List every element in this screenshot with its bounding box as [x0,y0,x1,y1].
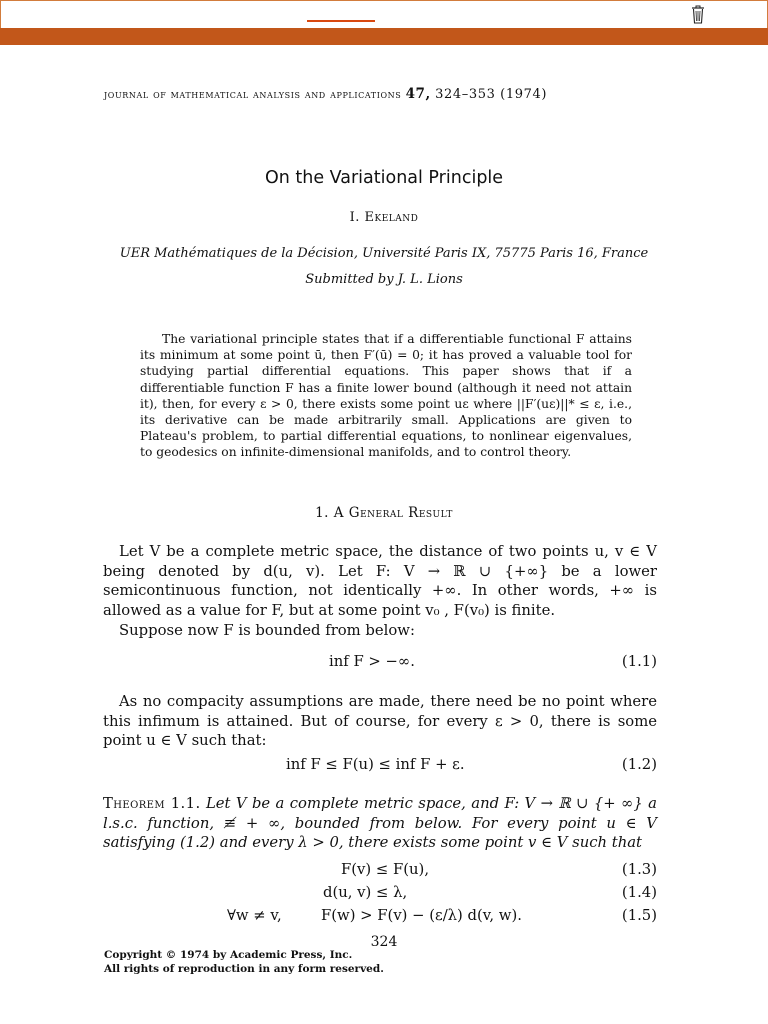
equation-prefix: ∀w ≠ v, [227,907,282,924]
equation-expression: inf F > −∞. [329,653,415,670]
journal-volume: 47, [405,86,431,102]
equation-expression: F(v) ≤ F(u), [341,861,430,878]
paper-author: I. Ekeland [349,210,419,225]
equation-1-1 [103,653,657,673]
abstract: The variational principle states that if a differentiable functional F attains its minimum at some point ū, then F′(ū) = 0; it has proved a valuable tool for studying partial differential equations. This paper shows that if a differentiable function F has a finite lower bound (although it need not attain it), then, for every ε > 0, there exists some point uε where ||F′(uε)||* ≤ ε, i.e., its derivative can be made arbitrarily small. Applications are given to Plateau's problem, to partial differential equations, to nonlinear eigenvalues, to geodesics on infinite-dimensional manifolds, and to control theory. [140,332,632,460]
equation-number: (1.4) [621,884,657,901]
paragraph-2: Suppose now F is bounded from below: [119,622,415,639]
active-tab-indicator[interactable] [307,20,375,22]
equation-expression: inf F ≤ F(u) ≤ inf F + ε. [286,756,465,773]
equation-number: (1.5) [621,907,657,924]
submitted-by: Submitted by J. L. Lions [305,272,463,287]
copyright-line-1: Copyright © 1974 by Academic Press, Inc. [104,949,353,961]
trash-bin-icon[interactable] [691,5,705,25]
paragraph-3: As no compacity assumptions are made, there need be no point where this infimum is attained. But of course, for every ε > 0, there is some point u ∈ V such that: [103,693,657,750]
toolbar-band [0,28,768,45]
paragraph-1: Let V be a complete metric space, the distance of two points u, v ∈ V being denoted by d(u, v). Let F: V → ℝ ∪ {+∞} be a lower semicontinuous function, not identically +∞. In other words, +∞ is allowed as a value for F, but at some point v₀ , F(v₀) is finite. [103,543,657,620]
journal-header [104,86,547,102]
theorem-label: Theorem 1.1. [103,795,201,812]
theorem-1-1 [103,794,657,853]
copyright-notice [104,948,384,976]
viewer-toolbar [0,0,768,29]
equation-1-5 [103,907,657,927]
equation-number: (1.2) [621,756,657,773]
equation-number: (1.1) [621,653,657,670]
equation-expression: F(w) > F(v) − (ε/λ) d(v, w). [321,907,522,924]
section-heading: 1. A General Result [315,505,453,521]
equation-expression: d(u, v) ≤ λ, [323,884,408,901]
equation-number: (1.3) [621,861,657,878]
paper-title: On the Variational Principle [264,168,504,188]
equation-1-2 [103,756,657,776]
equation-1-4 [103,884,657,904]
page-number: 324 [370,934,398,950]
theorem-body: Let V be a complete metric space, and F: V → ℝ ∪ {+ ∞} a l.s.c. function, ≢ + ∞, bounded from below. For every point u ∈ V satisfying (1.2) and every λ > 0, there exists some point v ∈ V such that [103,795,657,852]
equation-1-3 [103,861,657,881]
author-affiliation: UER Mathématiques de la Décision, Université Paris IX, 75775 Paris 16, France [119,246,649,261]
journal-name: journal of mathematical analysis and applications [104,87,402,101]
journal-pages: 324–353 (1974) [435,87,548,102]
copyright-line-2: All rights of reproduction in any form reserved. [104,963,384,975]
